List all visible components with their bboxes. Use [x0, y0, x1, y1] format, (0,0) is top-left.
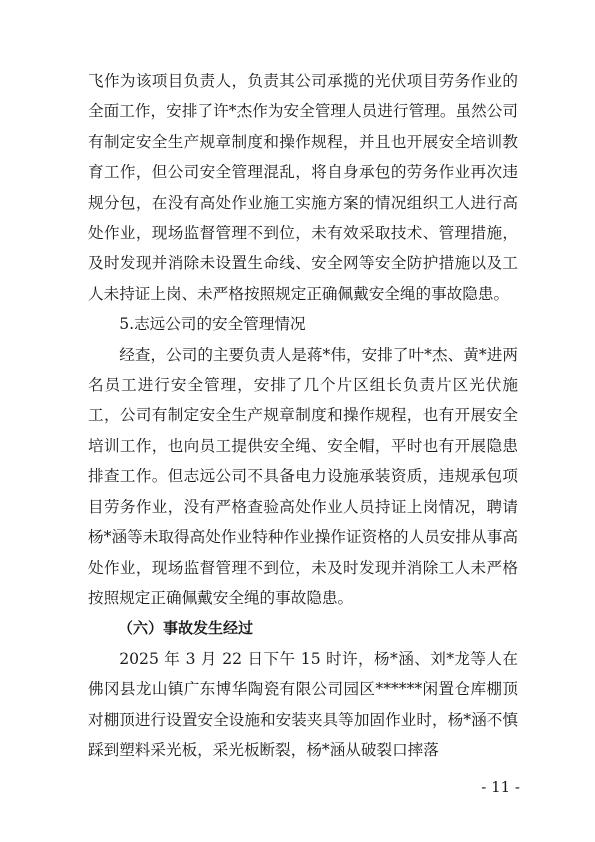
paragraph-accident-process: 2025 年 3 月 22 日下午 15 时许，杨*涵、刘*龙等人在佛冈县龙山镇广东博华陶瓷有限公司园区******闲置仓库棚顶对棚顶进行设置安全设施和安装夹具等加固作业时，杨*涵不慎踩到塑料采光板，采光板断裂，杨*涵从破裂口摔落	[88, 649, 518, 759]
page-number: - 11 -	[481, 778, 520, 796]
paragraph-zhiyuan-safety: 经查，公司的主要负责人是蒋*伟，安排了叶*杰、黄*进两名员工进行安全管理，安排了几个片区组长负责片区光伏施工，公司有制定安全生产规章制度和操作规程，也有开展安全培训工作，也向员工提供安全绳、安全帽，平时也有开展隐患排查工作。但志远公司不具备电力设施承装资质，违规承包项目劳务作业，没有严格查验高处作业人员持证上岗情况，聘请杨*涵等未取得高处作业特种作业操作证资格的人员安排从事高处作业，现场监督管理不到位，未及时发现并消除工人未严格按照规定正确佩戴安全绳的事故隐患。	[88, 345, 518, 607]
section-heading-accident-process: （六）事故发生经过	[118, 619, 254, 638]
subheading-zhiyuan-safety: 5.志远公司的安全管理情况	[119, 315, 306, 334]
document-body	[88, 66, 518, 765]
paragraph-continuation: 飞作为该项目负责人，负责其公司承揽的光伏项目劳务作业的全面工作，安排了许*杰作为安全管理人员进行管理。虽然公司有制定安全生产规章制度和操作规程，并且也开展安全培训教育工作，但公司安全管理混乱，将自身承包的劳务作业再次违规分包，在没有高处作业施工实施方案的情况组织工人进行高处作业，现场监督管理不到位，未有效采取技术、管理措施，及时发现并消除未设置生命线、安全网等安全防护措施以及工人未持证上岗、未严格按照规定正确佩戴安全绳的事故隐患。	[88, 72, 518, 303]
